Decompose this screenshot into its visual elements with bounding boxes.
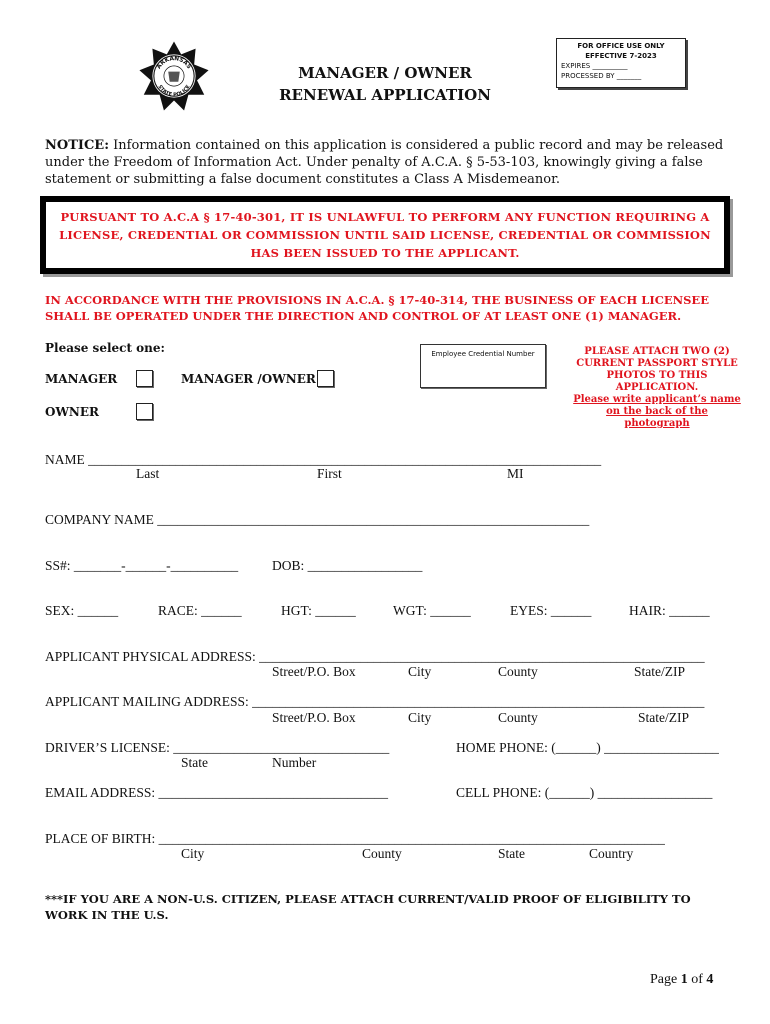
notice-label: NOTICE: bbox=[45, 138, 110, 153]
name-first-caption: First bbox=[317, 466, 342, 481]
state-police-seal-icon bbox=[138, 40, 210, 112]
select-prompt: Please select one: bbox=[45, 341, 165, 355]
page-middle: of bbox=[687, 972, 707, 987]
name-field[interactable]: NAME ____________________________________________________________________________ bbox=[45, 452, 602, 467]
mailing-county-caption: County bbox=[498, 710, 538, 725]
credential-box-label: Employee Credential Number bbox=[431, 350, 535, 358]
title-line-1: MANAGER / OWNER bbox=[298, 64, 472, 82]
seal-top-text: ARKANSAS bbox=[156, 56, 192, 71]
hair-field[interactable]: HAIR: ______ bbox=[629, 603, 710, 618]
cell-phone-field[interactable]: CELL PHONE: (______) _________________ bbox=[456, 785, 713, 800]
photo-note-line-6: on the back of the photograph bbox=[606, 406, 708, 429]
sex-field[interactable]: SEX: ______ bbox=[45, 603, 119, 618]
title-line-2: RENEWAL APPLICATION bbox=[279, 86, 491, 104]
page-title bbox=[250, 62, 520, 106]
birth-state-caption: State bbox=[498, 846, 525, 861]
seal-bottom-text: STATE POLICE bbox=[156, 84, 192, 99]
place-of-birth-field[interactable]: PLACE OF BIRTH: ___________________________________________________________________________ bbox=[45, 831, 665, 846]
warning-text: PURSUANT TO A.C.A § 17-40-301, IT IS UNLAWFUL TO PERFORM ANY FUNCTION REQUIRING A LICENSE, CREDENTIAL OR COMMISSION UNTIL SAID LICENSE, CREDENTIAL OR COMMISSION HAS BEEN ISSUED TO THE APPLICANT. bbox=[59, 210, 711, 260]
company-name-field[interactable]: COMPANY NAME ________________________________________________________________ bbox=[45, 512, 590, 527]
manager-owner-checkbox[interactable] bbox=[317, 370, 334, 387]
physical-street-caption: Street/P.O. Box bbox=[272, 664, 356, 679]
employee-credential-number-box[interactable] bbox=[420, 344, 546, 388]
owner-label: OWNER bbox=[45, 405, 100, 419]
mailing-statezip-caption: State/ZIP bbox=[638, 710, 689, 725]
home-phone-field[interactable]: HOME PHONE: (______) _________________ bbox=[456, 740, 719, 755]
photo-note-line-1: PLEASE ATTACH TWO (2) bbox=[584, 346, 730, 357]
owner-checkbox[interactable] bbox=[136, 403, 153, 420]
page-current: 1 bbox=[680, 972, 688, 987]
ss-field[interactable]: SS#: _______-______-__________ bbox=[45, 558, 239, 573]
drivers-license-field[interactable]: DRIVER’S LICENSE: ________________________________ bbox=[45, 740, 390, 755]
accordance-statement: IN ACCORDANCE WITH THE PROVISIONS IN A.C.A. § 17-40-314, THE BUSINESS OF EACH LICENSEE SHALL BE OPERATED UNDER THE DIRECTION AND CONTROL OF AT LEAST ONE (1) MANAGER. bbox=[45, 293, 709, 323]
dob-field[interactable]: DOB: _________________ bbox=[272, 558, 423, 573]
effective-date: EFFECTIVE 7-2023 bbox=[585, 52, 657, 60]
manager-label: MANAGER bbox=[45, 372, 118, 386]
physical-address-field[interactable]: APPLICANT PHYSICAL ADDRESS: __________________________________________________________________ bbox=[45, 649, 705, 664]
wgt-field[interactable]: WGT: ______ bbox=[393, 603, 471, 618]
notice-text: Information contained on this application is considered a public record and may be released under the Freedom of Information Act. Under penalty of A.C.A. § 5-53-103, knowingly giving a false statement or submitting a false document constitutes a Class A Misdemeanor. bbox=[45, 138, 724, 187]
page-prefix: Page bbox=[650, 972, 681, 987]
processed-by-field: PROCESSED BY _______ bbox=[561, 72, 642, 80]
dl-number-caption: Number bbox=[272, 755, 317, 770]
non-citizen-notice: ***IF YOU ARE A NON-U.S. CITIZEN, PLEASE ATTACH CURRENT/VALID PROOF OF ELIGIBILITY TO WORK IN THE U.S. bbox=[45, 892, 691, 922]
mailing-city-caption: City bbox=[408, 710, 432, 725]
photo-note-line-5: Please write applicant’s name bbox=[573, 394, 741, 405]
photo-note-line-2: CURRENT PASSPORT STYLE bbox=[576, 358, 738, 369]
physical-city-caption: City bbox=[408, 664, 432, 679]
hgt-field[interactable]: HGT: ______ bbox=[281, 603, 356, 618]
page-total: 4 bbox=[706, 972, 714, 987]
page-number bbox=[650, 972, 713, 988]
birth-city-caption: City bbox=[181, 846, 205, 861]
expires-field: EXPIRES __________ bbox=[561, 62, 628, 70]
name-last-caption: Last bbox=[136, 466, 160, 481]
email-field[interactable]: EMAIL ADDRESS: __________________________________ bbox=[45, 785, 389, 800]
birth-country-caption: Country bbox=[589, 846, 634, 861]
office-use-label: FOR OFFICE USE ONLY bbox=[577, 42, 665, 50]
manager-checkbox[interactable] bbox=[136, 370, 153, 387]
manager-owner-label: MANAGER /OWNER bbox=[181, 372, 316, 386]
eyes-field[interactable]: EYES: ______ bbox=[510, 603, 592, 618]
physical-statezip-caption: State/ZIP bbox=[634, 664, 685, 679]
birth-county-caption: County bbox=[362, 846, 402, 861]
name-mi-caption: MI bbox=[507, 466, 524, 481]
photo-note-line-3: PHOTOS TO THIS bbox=[606, 370, 708, 381]
mailing-street-caption: Street/P.O. Box bbox=[272, 710, 356, 725]
race-field[interactable]: RACE: ______ bbox=[158, 603, 242, 618]
dl-state-caption: State bbox=[181, 755, 208, 770]
notice-paragraph bbox=[45, 137, 735, 188]
photo-instructions bbox=[572, 346, 742, 430]
mailing-address-field[interactable]: APPLICANT MAILING ADDRESS: ___________________________________________________________________ bbox=[45, 694, 705, 709]
office-use-box bbox=[556, 38, 686, 88]
photo-note-line-4: APPLICATION. bbox=[615, 382, 699, 393]
physical-county-caption: County bbox=[498, 664, 538, 679]
